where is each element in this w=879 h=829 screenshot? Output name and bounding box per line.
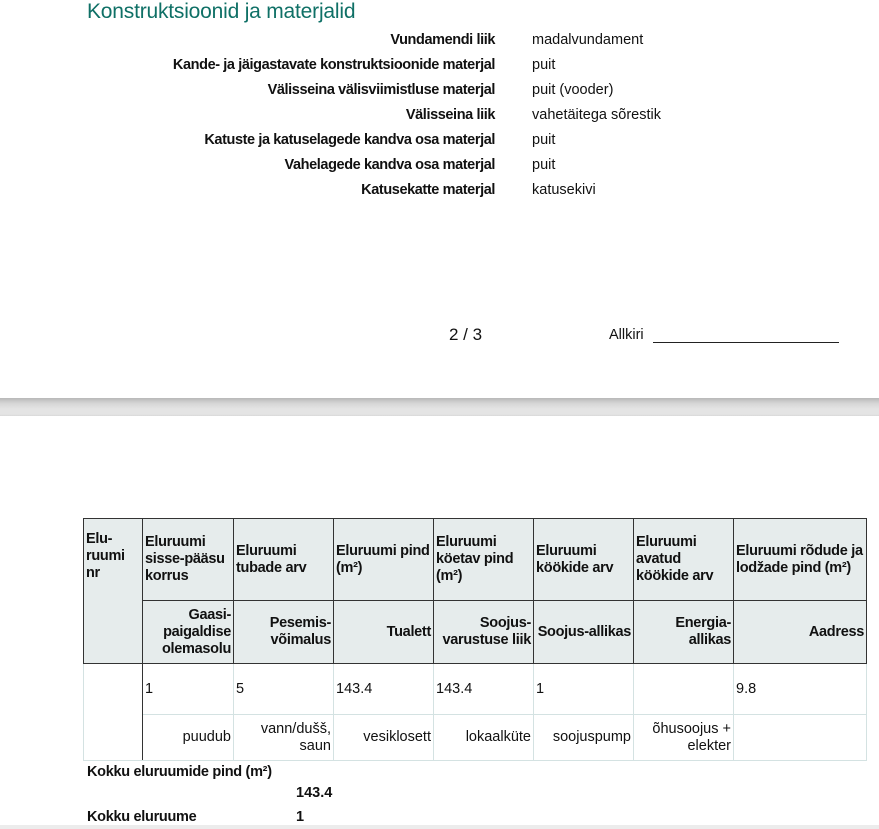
property-row [0,82,879,107]
unit-number-cell [84,664,143,761]
table-header-row [84,519,867,601]
table-cell: puudub [143,715,234,761]
document-page-2 [0,0,879,398]
total-units-value: 1 [296,809,305,825]
table-row [84,664,867,715]
table-cell: 1 [143,664,234,715]
column-header: Eluruumi sisse-pääsu korrus [143,519,234,601]
property-row [0,182,879,207]
column-subheader: Pesemis-võimalus [234,601,334,664]
property-value: puit [532,157,556,173]
property-value: vahetäitega sõrestik [532,107,661,123]
table-subheader-row [84,601,867,664]
column-subheader: Soojus-allikas [534,601,634,664]
signature-label: Allkiri [609,327,644,343]
page-indicator: 2 / 3 [449,325,483,344]
table-cell: vesiklosett [334,715,434,761]
column-subheader: Tualett [334,601,434,664]
property-label: Vundamendi liik [390,32,495,48]
page-bottom-edge [0,825,879,829]
column-header: Eluruumi köetav pind (m²) [434,519,534,601]
property-row [0,57,879,82]
property-value: madalvundament [532,32,644,48]
column-subheader: Gaasi-paigaldise olemasolu [143,601,234,664]
property-value: katusekivi [532,182,596,198]
property-row [0,157,879,182]
table-cell: soojuspump [534,715,634,761]
table-cell: vann/dušš, saun [234,715,334,761]
property-value: puit [532,57,556,73]
column-header: Eluruumi rõdude ja lodžade pind (m²) [734,519,867,601]
property-label: Vahelagede kandva osa materjal [284,157,495,173]
column-header: Eluruumi avatud köökide arv [634,519,734,601]
column-header: Eluruumi tubade arv [234,519,334,601]
table-row [84,715,867,761]
page-separator [0,398,879,416]
table-cell: 143.4 [434,664,534,715]
property-value: puit (vooder) [532,82,614,98]
column-subheader: Aadress [734,601,867,664]
section-title: Konstruktsioonid ja materjalid [87,0,356,23]
table-cell: 5 [234,664,334,715]
total-area-label: Kokku eluruumide pind (m²) [87,764,272,780]
column-header: Elu-ruumi nr [84,519,143,664]
table-cell: õhusoojus + elekter [634,715,734,761]
property-label: Kande- ja jäigastavate konstruktsioonide materjal [172,57,495,73]
property-row [0,107,879,132]
column-header: Eluruumi pind (m²) [334,519,434,601]
column-header: Eluruumi köökide arv [534,519,634,601]
column-subheader: Energia-allikas [634,601,734,664]
table-cell: 1 [534,664,634,715]
table-cell: 143.4 [334,664,434,715]
property-row [0,32,879,57]
property-label: Välisseina välisviimistluse materjal [267,82,495,98]
table-cell [734,715,867,761]
signature-line [653,342,839,343]
table-cell [634,664,734,715]
total-units-label: Kokku eluruume [87,809,197,825]
table-cell: lokaalküte [434,715,534,761]
dwelling-units-table [83,518,867,761]
property-label: Katusekatte materjal [361,182,495,198]
property-label: Välisseina liik [405,107,495,123]
property-row [0,132,879,157]
property-value: puit [532,132,556,148]
document-page-3 [0,416,879,829]
total-area-value: 143.4 [296,785,333,801]
column-subheader: Soojus-varustuse liik [434,601,534,664]
table-cell: 9.8 [734,664,867,715]
property-label: Katuste ja katuselagede kandva osa materjal [204,132,495,148]
